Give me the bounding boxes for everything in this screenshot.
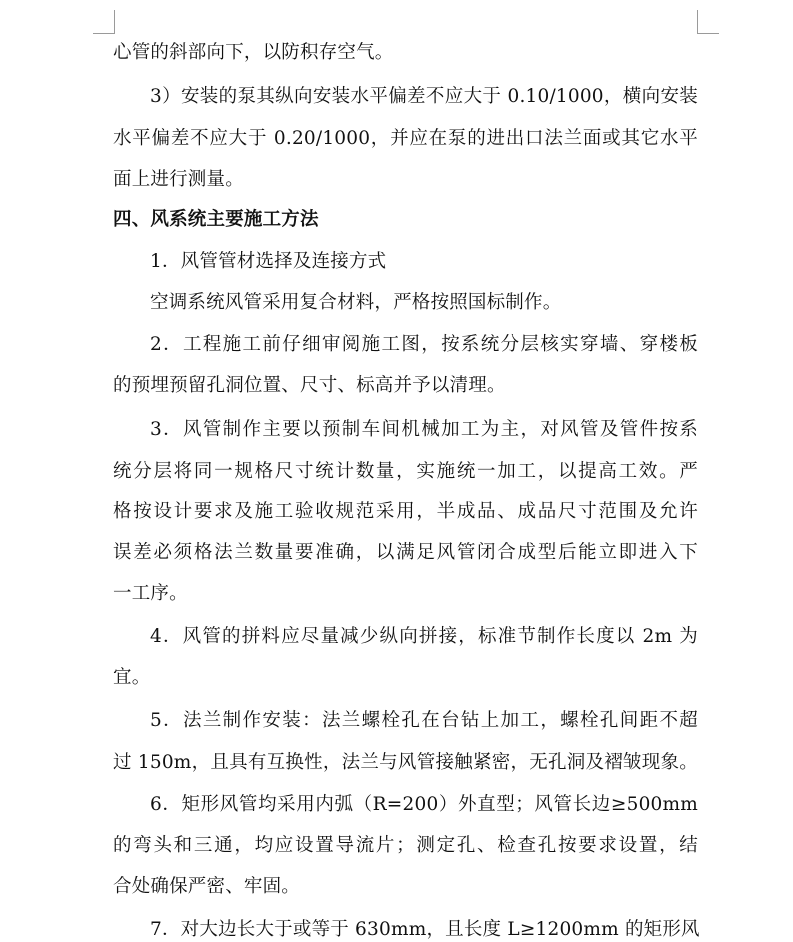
text-line: 6．矩形风管均采用内弧（R=200）外直型；风管长边≥500mm (150, 794, 698, 815)
text-line: 5．法兰制作安装：法兰螺栓孔在台钻上加工，螺栓孔间距不超 (150, 710, 698, 731)
text-line: 1．风管管材选择及连接方式 (150, 251, 387, 272)
text-line: 格按设计要求及施工验收规范采用，半成品、成品尺寸范围及允许 (113, 501, 698, 522)
text-line: 3）安装的泵其纵向安装水平偏差不应大于 0.10/1000，横向安装 (150, 86, 698, 107)
text-line: 统分层将同一规格尺寸统计数量，实施统一加工，以提高工效。严 (113, 461, 698, 482)
text-line: 面上进行测量。 (113, 169, 244, 190)
text-line: 3．风管制作主要以预制车间机械加工为主，对风管及管件按系 (150, 419, 698, 440)
crop-mark-top-left (93, 10, 115, 34)
text-line: 一工序。 (113, 583, 188, 604)
text-line: 误差必须格法兰数量要准确，以满足风管闭合成型后能立即进入下 (113, 542, 698, 563)
text-line: 心管的斜部向下，以防积存空气。 (113, 42, 394, 63)
text-line: 宜。 (113, 667, 151, 688)
text-line: 水平偏差不应大于 0.20/1000，并应在泵的进出口法兰面或其它水平 (113, 128, 698, 149)
text-line: 合处确保严密、牢固。 (113, 876, 301, 897)
text-line: 过 150m，且具有互换性，法兰与风管接触紧密，无孔洞及褶皱现象。 (113, 752, 698, 773)
section-heading: 四、风系统主要施工方法 (113, 209, 319, 230)
text-line: 4．风管的拼料应尽量减少纵向拼接，标准节制作长度以 2m 为 (150, 626, 698, 647)
text-line: 的弯头和三通，均应设置导流片；测定孔、检查孔按要求设置，结 (113, 835, 698, 856)
crop-mark-top-right (697, 10, 719, 34)
text-line: 的预埋预留孔洞位置、尺寸、标高并予以清理。 (113, 375, 506, 396)
text-line: 7．对大边长大于或等于 630mm，且长度 L≥1200mm 的矩形风 (150, 919, 700, 940)
text-line: 2．工程施工前仔细审阅施工图，按系统分层核实穿墙、穿楼板 (150, 334, 698, 355)
text-line: 空调系统风管采用复合材料，严格按照国标制作。 (150, 292, 562, 313)
